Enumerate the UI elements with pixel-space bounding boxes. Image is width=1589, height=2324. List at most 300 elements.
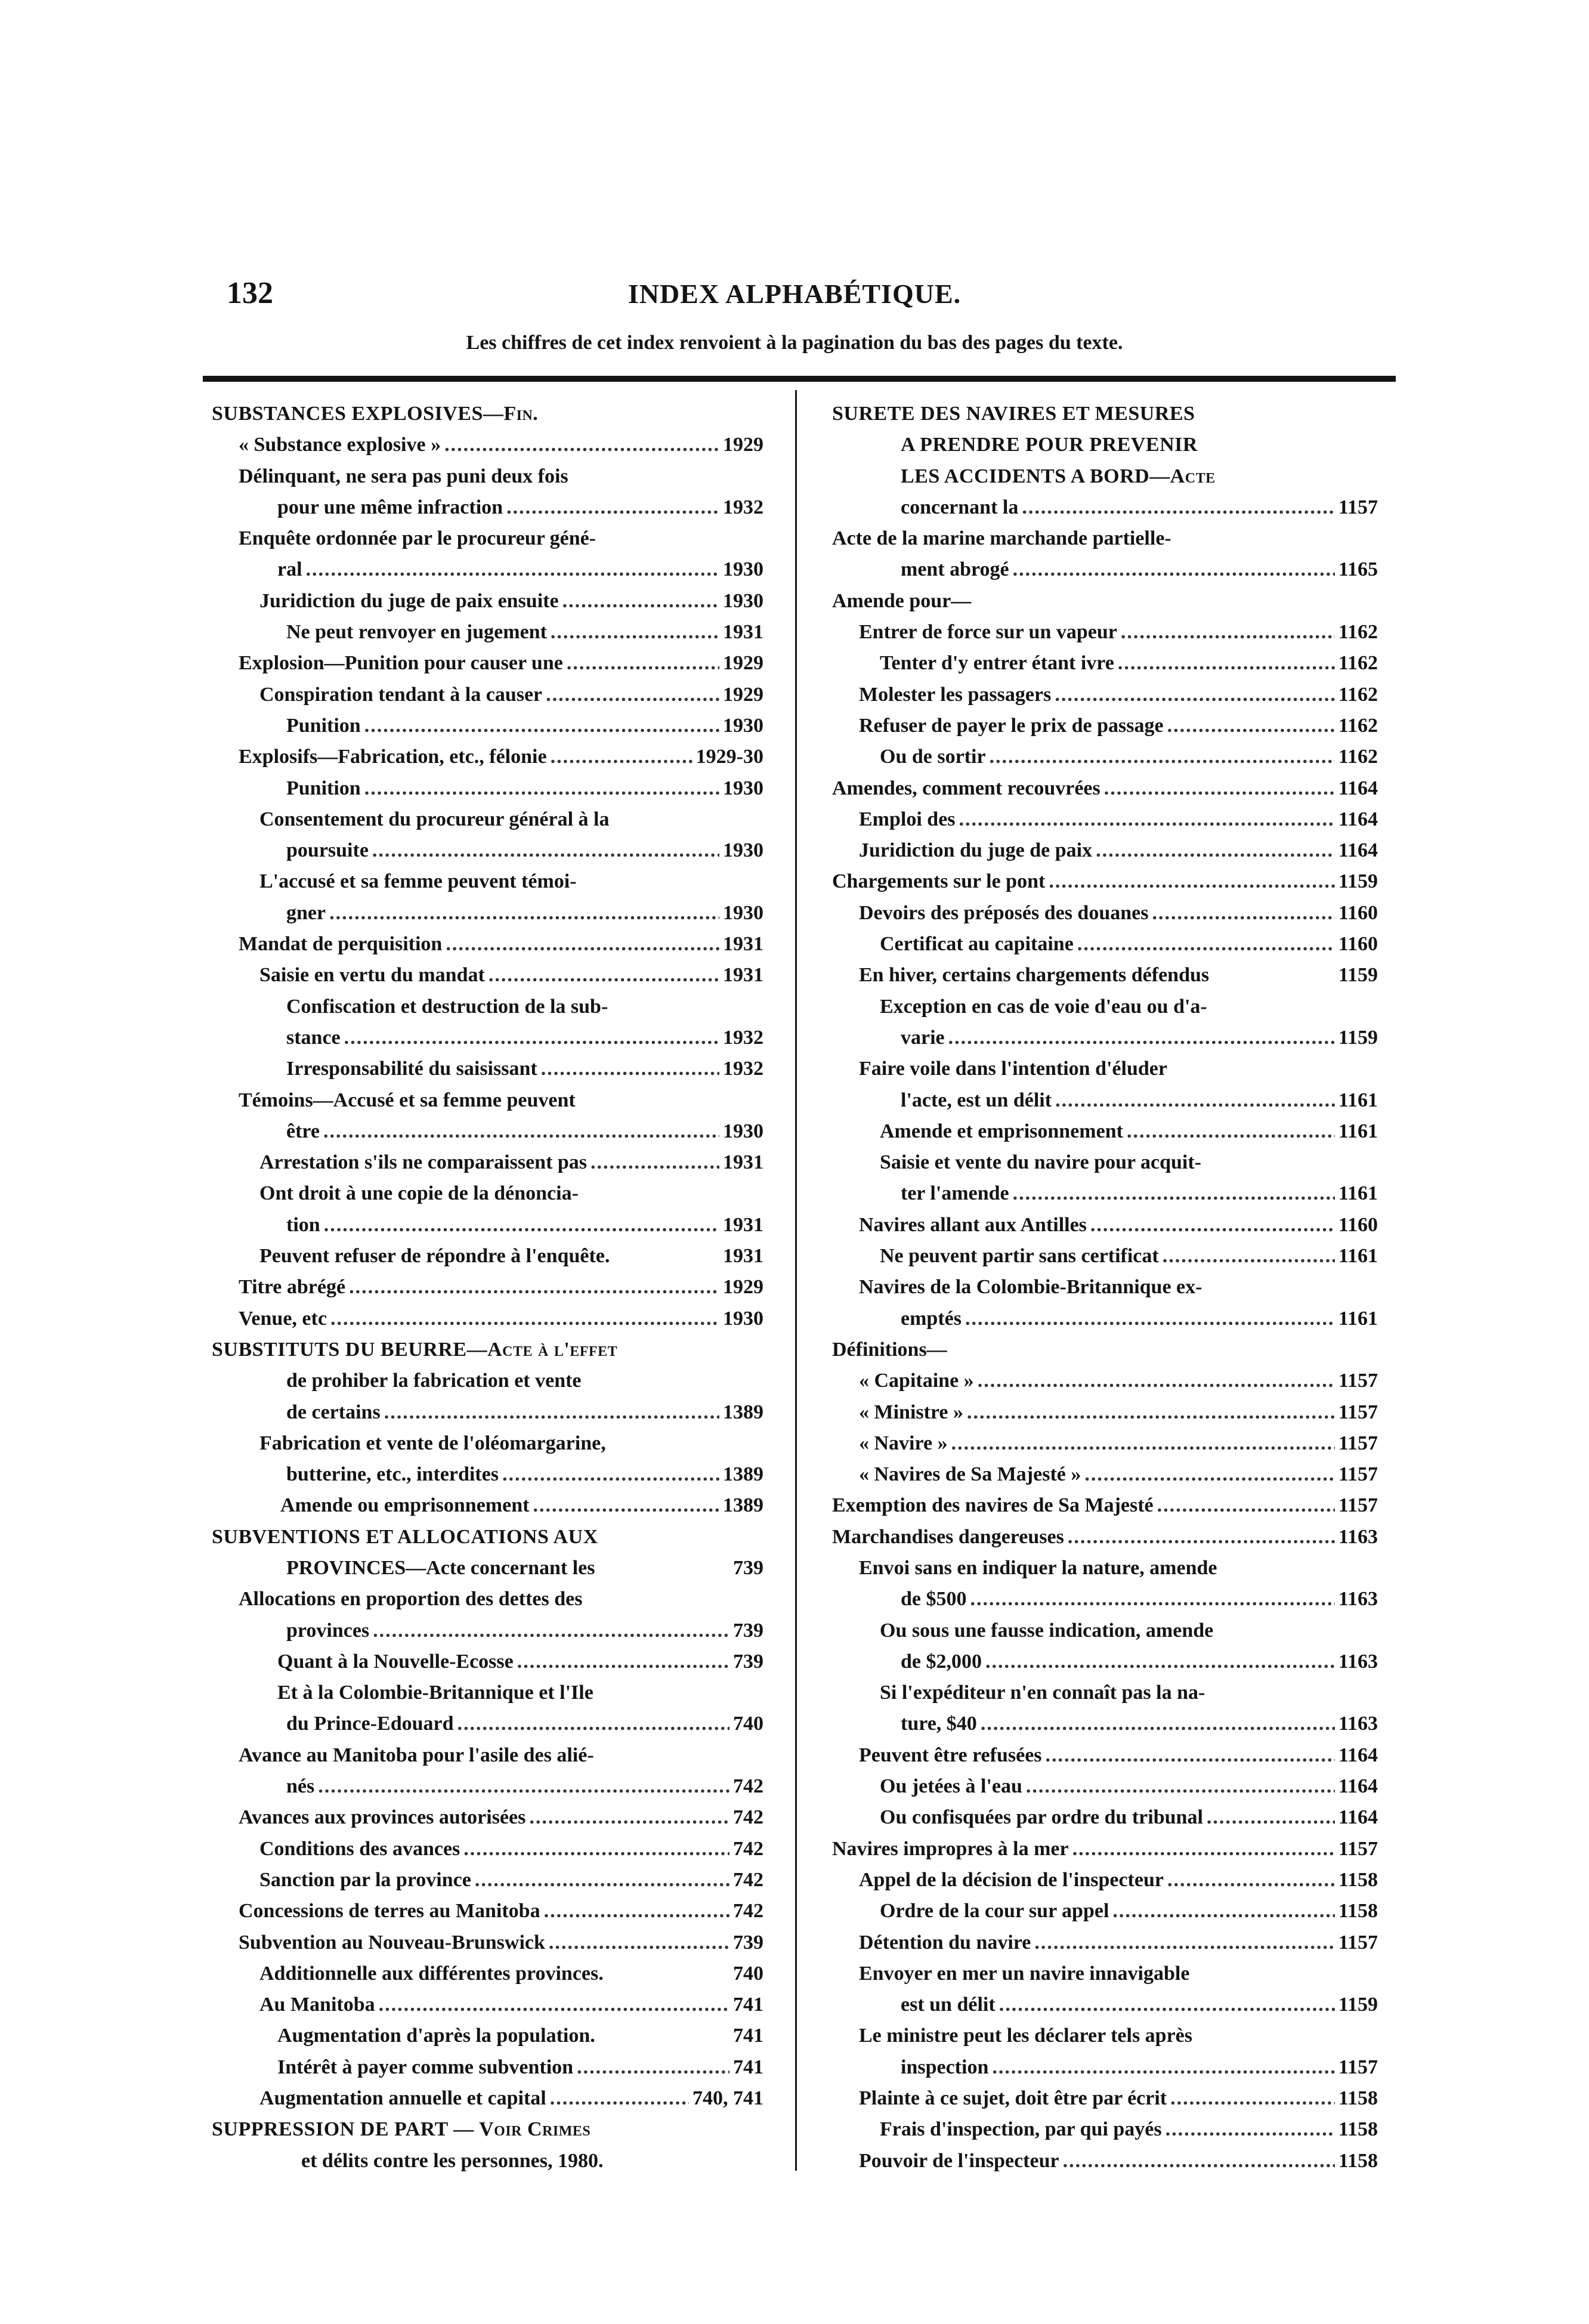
entry-text: Confiscation et destruction de la sub- (286, 995, 608, 1018)
entry-text: Ont droit à une copie de la dénoncia- (259, 1182, 579, 1205)
entry-text: Mandat de perquisition (239, 933, 443, 956)
entry-page-ref: 1931 (723, 621, 763, 644)
dot-leader (364, 710, 719, 741)
index-entry (212, 1334, 763, 1365)
index-entry (832, 960, 1378, 991)
dot-leader (330, 1303, 719, 1334)
index-entry (212, 492, 763, 523)
entry-text: ment abrogé (901, 558, 1009, 581)
index-entry (832, 866, 1378, 897)
dot-leader (551, 617, 719, 648)
index-entry (832, 1428, 1378, 1459)
dot-leader (959, 804, 1335, 835)
entry-page-ref: 1389 (723, 1494, 763, 1517)
entry-page-ref: 1161 (1338, 1245, 1378, 1268)
entry-page-ref: 1165 (1338, 558, 1378, 581)
entry-page-ref: 1164 (1338, 1744, 1378, 1766)
dot-leader (323, 1116, 719, 1147)
entry-text: Marchandises dangereuses (832, 1525, 1064, 1548)
entry-text: Navires impropres à la mer (832, 1837, 1069, 1860)
index-entry (212, 1740, 763, 1771)
entry-page-ref: 1157 (1338, 1432, 1378, 1454)
entry-page-ref: 1931 (723, 1245, 763, 1268)
index-entry (212, 1490, 763, 1521)
dot-leader (551, 741, 693, 772)
entry-text: Consentement du procureur général à la (259, 808, 610, 830)
index-entry (832, 617, 1378, 648)
entry-text: Concessions de terres au Manitoba (239, 1900, 540, 1923)
dot-leader (379, 1989, 729, 2020)
entry-page-ref: 1160 (1338, 1213, 1378, 1236)
entry-page-ref: 1157 (1338, 1837, 1378, 1860)
entry-text: Explosifs—Fabrication, etc., félonie (239, 746, 547, 768)
entry-text: et délits contre les personnes, 1980. (301, 2149, 604, 2172)
dot-leader (1046, 1740, 1335, 1771)
entry-text: varie (901, 1026, 945, 1049)
index-entry (212, 960, 763, 991)
dot-leader (1167, 1865, 1335, 1896)
running-title: INDEX ALPHABÉTIQUE. (627, 279, 962, 309)
index-entry (212, 866, 763, 897)
index-entry (832, 1490, 1378, 1521)
entry-page-ref: 1163 (1338, 1650, 1378, 1673)
index-entry (212, 648, 763, 679)
entry-page-ref: 740 (733, 1962, 763, 1985)
index-entry (212, 741, 763, 772)
entry-text: Additionnelle aux différentes provinces. (259, 1962, 604, 1985)
dot-leader (457, 1708, 729, 1739)
dot-leader (533, 1490, 719, 1521)
entry-text: Punition (286, 714, 361, 737)
entry-page-ref: 1929-30 (695, 746, 763, 768)
entry-text: SUPPRESSION DE PART — Voir Crimes (212, 2118, 591, 2141)
entry-text: de certains (286, 1401, 381, 1423)
index-entry (832, 1085, 1378, 1116)
entry-text: Détention du navire (859, 1931, 1031, 1954)
dot-leader (951, 1428, 1335, 1459)
entry-text: Ne peuvent partir sans certificat (880, 1245, 1159, 1268)
index-entry (212, 554, 763, 585)
entry-page-ref: 740, 741 (693, 2087, 763, 2110)
index-entry (212, 1553, 763, 1584)
entry-text: Augmentation d'après la population. (277, 2025, 595, 2047)
entry-text: Irresponsabilité du saisissant (286, 1058, 537, 1080)
entry-text: Venue, etc (239, 1307, 327, 1330)
index-entry (212, 2052, 763, 2083)
entry-page-ref: 1929 (723, 652, 763, 675)
entry-page-ref: 1932 (723, 1026, 763, 1049)
index-entry (212, 1365, 763, 1396)
index-entry (832, 1397, 1378, 1428)
dot-leader (549, 1927, 729, 1958)
entry-page-ref: 1162 (1338, 714, 1378, 737)
index-entry (832, 554, 1378, 585)
dot-leader (1170, 2083, 1335, 2114)
index-entry (832, 1927, 1378, 1958)
entry-text: est un délit (901, 1994, 996, 2016)
dot-leader (372, 835, 719, 866)
index-entry (212, 1771, 763, 1802)
entry-page-ref: 1931 (723, 933, 763, 956)
entry-page-ref: 1161 (1338, 1307, 1378, 1330)
entry-text: Si l'expéditeur n'en connaît pas la na- (880, 1682, 1205, 1704)
entry-page-ref: 1930 (723, 714, 763, 737)
entry-text: Enquête ordonnée par le procureur géné- (239, 527, 596, 550)
entry-text: SUBSTITUTS DU BEURRE—Acte à l'effet (212, 1338, 618, 1361)
index-entry (832, 1210, 1378, 1241)
entry-text: Juridiction du juge de paix ensuite (259, 589, 559, 612)
index-entry (832, 1989, 1378, 2020)
entry-text: Saisie et vente du navire pour acquit- (880, 1151, 1201, 1174)
dot-leader (1207, 1802, 1335, 1833)
entry-text: ter l'amende (901, 1182, 1009, 1205)
index-entry (832, 1740, 1378, 1771)
index-entry (212, 1708, 763, 1739)
entry-page-ref: 1162 (1338, 621, 1378, 644)
dot-leader (965, 1303, 1335, 1334)
entry-page-ref: 1160 (1338, 933, 1378, 956)
entry-text: Amende pour— (832, 589, 972, 612)
entry-page-ref: 1930 (723, 558, 763, 581)
dot-leader (324, 1210, 719, 1241)
dot-leader (990, 741, 1335, 772)
entry-text: poursuite (286, 839, 369, 862)
dot-leader (475, 1865, 729, 1896)
entry-page-ref: 1164 (1338, 1775, 1378, 1798)
entry-page-ref: 1161 (1338, 1089, 1378, 1111)
dot-leader (364, 773, 719, 804)
entry-page-ref: 1159 (1338, 1026, 1378, 1049)
entry-page-ref: 1158 (1338, 1868, 1378, 1891)
dot-leader (489, 960, 719, 991)
index-entry (832, 835, 1378, 866)
dot-leader (1096, 835, 1335, 866)
index-entry (832, 492, 1378, 523)
entry-text: Molester les passagers (859, 683, 1052, 706)
entry-page-ref: 1930 (723, 1120, 763, 1142)
index-entry (832, 1365, 1378, 1396)
entry-text: Peuvent être refusées (859, 1744, 1042, 1766)
dot-leader (562, 586, 719, 617)
index-entry (212, 929, 763, 960)
index-entry (832, 1708, 1378, 1739)
dot-leader (444, 429, 719, 461)
dot-leader (1163, 1241, 1335, 1272)
dot-leader (1121, 617, 1335, 648)
entry-text: A PRENDRE POUR PREVENIR (901, 434, 1198, 456)
index-entry (832, 2114, 1378, 2145)
index-entry (212, 1303, 763, 1334)
entry-text: Quant à la Nouvelle-Ecosse (277, 1650, 514, 1673)
index-entry (832, 710, 1378, 741)
dot-leader (318, 1771, 729, 1802)
dot-leader (544, 1896, 729, 1927)
index-entry (832, 398, 1378, 429)
entry-page-ref: 742 (733, 1900, 763, 1923)
index-entry (212, 679, 763, 710)
entry-page-ref: 740 (733, 1713, 763, 1735)
entry-page-ref: 1157 (1338, 1401, 1378, 1423)
entry-text: stance (286, 1026, 341, 1049)
index-entry (212, 398, 763, 429)
entry-page-ref: 741 (733, 2025, 763, 2047)
dot-leader (384, 1397, 719, 1428)
entry-text: Allocations en proportion des dettes des (239, 1588, 583, 1611)
entry-text: Navires de la Colombie-Britannique ex- (859, 1276, 1202, 1299)
page-number: 132 (227, 276, 273, 310)
entry-page-ref: 1158 (1338, 2118, 1378, 2141)
index-entry (212, 1896, 763, 1927)
index-entry (212, 710, 763, 741)
index-entry (212, 586, 763, 617)
entry-text: Devoirs des préposés des douanes (859, 901, 1149, 924)
dot-leader (1013, 554, 1335, 585)
right-column (832, 398, 1378, 2177)
entry-page-ref: 1162 (1338, 746, 1378, 768)
index-entry (212, 991, 763, 1022)
entry-text: Saisie en vertu du mandat (259, 964, 485, 987)
entry-text: Envoi sans en indiquer la nature, amende (859, 1556, 1217, 1579)
index-entry (212, 773, 763, 804)
index-entry (832, 1771, 1378, 1802)
dot-leader (1127, 1116, 1335, 1147)
dot-leader (529, 1802, 729, 1833)
entry-text: LES ACCIDENTS A BORD—Acte (901, 465, 1216, 487)
index-entry (832, 1334, 1378, 1365)
entry-page-ref: 739 (733, 1650, 763, 1673)
entry-text: Punition (286, 777, 361, 799)
entry-page-ref: 1931 (723, 1213, 763, 1236)
entry-page-ref: 1161 (1338, 1120, 1378, 1142)
entry-page-ref: 1162 (1338, 683, 1378, 706)
index-entry (212, 1958, 763, 1989)
dot-leader (463, 1834, 729, 1865)
index-entry (832, 1053, 1378, 1084)
index-entry (832, 461, 1378, 492)
entry-page-ref: 1929 (723, 683, 763, 706)
index-entry (212, 1178, 763, 1209)
dot-leader (1013, 1178, 1335, 1209)
entry-text: Amendes, comment recouvrées (832, 777, 1100, 799)
entry-text: ture, $40 (901, 1713, 977, 1735)
index-entry (832, 1834, 1378, 1865)
dot-leader (506, 492, 719, 523)
entry-text: Amende et emprisonnement (880, 1120, 1123, 1142)
index-entry (212, 1584, 763, 1615)
index-entry (832, 1646, 1378, 1677)
entry-page-ref: 1157 (1338, 1370, 1378, 1392)
dot-leader (948, 1022, 1335, 1053)
entry-text: Peuvent refuser de répondre à l'enquête. (259, 1245, 610, 1268)
dot-leader (970, 1584, 1335, 1615)
index-entry (832, 1272, 1378, 1303)
entry-page-ref: 1162 (1338, 652, 1378, 675)
entry-text: Amende ou emprisonnement (280, 1494, 530, 1517)
column-divider (795, 390, 797, 2171)
entry-page-ref: 1159 (1338, 870, 1378, 893)
entry-text: Exception en cas de voie d'eau ou d'a- (880, 995, 1207, 1018)
entry-text: Chargements sur le pont (832, 870, 1046, 893)
index-entry (832, 1303, 1378, 1334)
index-entry (832, 679, 1378, 710)
header-rule (203, 376, 1396, 382)
entry-text: Et à la Colombie-Britannique et l'Ile (277, 1682, 593, 1704)
index-entry (832, 2052, 1378, 2083)
dot-leader (577, 2052, 729, 2083)
index-entry (212, 429, 763, 461)
entry-page-ref: 1157 (1338, 496, 1378, 518)
index-entry (832, 1615, 1378, 1646)
dot-leader (1112, 1896, 1334, 1927)
entry-text: Navires allant aux Antilles (859, 1213, 1087, 1236)
entry-text: Ordre de la cour sur appel (880, 1900, 1109, 1923)
index-entry (212, 523, 763, 554)
entry-text: Titre abrégé (239, 1276, 346, 1299)
entry-text: SUBSTANCES EXPLOSIVES—Fin. (212, 403, 539, 425)
dot-leader (1055, 679, 1335, 710)
index-entry (212, 1116, 763, 1147)
entry-page-ref: 739 (733, 1931, 763, 1954)
index-entry (832, 1147, 1378, 1178)
index-entry (832, 1677, 1378, 1708)
entry-text: inspection (901, 2056, 989, 2078)
entry-text: Refuser de payer le prix de passage (859, 714, 1164, 737)
index-entry (212, 1834, 763, 1865)
dot-leader (306, 554, 719, 585)
entry-page-ref: 1164 (1338, 808, 1378, 830)
index-entry (212, 617, 763, 648)
entry-page-ref: 742 (733, 1806, 763, 1829)
index-entry (832, 1802, 1378, 1833)
index-entry (832, 2146, 1378, 2177)
index-entry (212, 2083, 763, 2114)
dot-leader (546, 679, 719, 710)
dot-leader (1104, 773, 1335, 804)
index-entry (212, 1210, 763, 1241)
entry-text: Intérêt à payer comme subvention (277, 2056, 574, 2078)
index-entry (832, 1958, 1378, 1989)
entry-text: nés (286, 1775, 315, 1798)
index-entry (832, 1022, 1378, 1053)
entry-page-ref: 1164 (1338, 1806, 1378, 1829)
entry-text: Plainte à ce sujet, doit être par écrit (859, 2087, 1167, 2110)
entry-text: Pouvoir de l'inspecteur (859, 2149, 1059, 2172)
entry-text: Subvention au Nouveau-Brunswick (239, 1931, 545, 1954)
index-entry (832, 2020, 1378, 2051)
index-entry (832, 1865, 1378, 1896)
entry-page-ref: 1932 (723, 1058, 763, 1080)
entry-text: Entrer de force sur un vapeur (859, 621, 1117, 644)
entry-page-ref: 742 (733, 1837, 763, 1860)
entry-page-ref: 1160 (1338, 901, 1378, 924)
entry-text: Emploi des (859, 808, 956, 830)
index-entry (212, 1865, 763, 1896)
index-entry (832, 648, 1378, 679)
entry-page-ref: 1161 (1338, 1182, 1378, 1205)
entry-page-ref: 1158 (1338, 2087, 1378, 2110)
index-entry (212, 804, 763, 835)
entry-page-ref: 1930 (723, 839, 763, 862)
index-entry (212, 1428, 763, 1459)
index-entry (832, 991, 1378, 1022)
index-entry (832, 1178, 1378, 1209)
entry-text: Avances aux provinces autorisées (239, 1806, 526, 1829)
dot-leader (349, 1272, 719, 1303)
entry-page-ref: 1930 (723, 589, 763, 612)
index-entry (212, 898, 763, 929)
entry-text: de prohiber la fabrication et vente (286, 1370, 582, 1392)
entry-text: tion (286, 1213, 320, 1236)
index-entry (212, 1022, 763, 1053)
entry-page-ref: 741 (733, 2056, 763, 2078)
dot-leader (1072, 1834, 1335, 1865)
entry-text: Ne peut renvoyer en jugement (286, 621, 547, 644)
entry-text: Sanction par la province (259, 1868, 471, 1891)
entry-text: Explosion—Punition pour causer une (239, 652, 563, 675)
index-entry (212, 1927, 763, 1958)
dot-leader (446, 929, 719, 960)
entry-text: de $2,000 (901, 1650, 982, 1673)
entry-page-ref: 1929 (723, 1276, 763, 1299)
entry-page-ref: 1932 (723, 496, 763, 518)
index-entry (212, 835, 763, 866)
entry-text: Envoyer en mer un navire innavigable (859, 1962, 1190, 1985)
index-entry (212, 1241, 763, 1272)
index-entry (212, 1677, 763, 1708)
index-entry (832, 1459, 1378, 1490)
dot-leader (1077, 929, 1335, 960)
entry-page-ref: 1164 (1338, 777, 1378, 799)
index-entry (832, 586, 1378, 617)
entry-text: du Prince-Edouard (286, 1713, 454, 1735)
dot-leader (344, 1022, 719, 1053)
entry-text: SUBVENTIONS ET ALLOCATIONS AUX (212, 1525, 598, 1548)
dot-leader (567, 648, 719, 679)
index-entry (212, 1459, 763, 1490)
entry-text: Exemption des navires de Sa Majesté (832, 1494, 1154, 1517)
dot-leader (1157, 1490, 1335, 1521)
dot-leader (550, 2083, 689, 2114)
index-entry (212, 1522, 763, 1553)
entry-page-ref: 1163 (1338, 1588, 1378, 1611)
entry-text: L'accusé et sa femme peuvent témoi- (259, 870, 577, 893)
entry-text: « Ministre » (859, 1401, 964, 1423)
dot-leader (1026, 1771, 1335, 1802)
entry-text: Juridiction du juge de paix (859, 839, 1093, 862)
index-entry (212, 1615, 763, 1646)
entry-text: Ou sous une fausse indication, amende (880, 1619, 1214, 1642)
index-entry (832, 1896, 1378, 1927)
dot-leader (1090, 1210, 1335, 1241)
entry-text: « Navire » (859, 1432, 948, 1454)
dot-leader (1055, 1085, 1335, 1116)
index-entry (832, 741, 1378, 772)
dot-leader (541, 1053, 719, 1084)
entry-page-ref: 742 (733, 1775, 763, 1798)
dot-leader (981, 1708, 1335, 1739)
entry-text: Au Manitoba (259, 1994, 375, 2016)
entry-page-ref: 1164 (1338, 839, 1378, 862)
entry-text: Arrestation s'ils ne comparaissent pas (259, 1151, 588, 1174)
entry-page-ref: 1158 (1338, 1900, 1378, 1923)
entry-page-ref: 1157 (1338, 1494, 1378, 1517)
entry-text: être (286, 1120, 320, 1142)
entry-page-ref: 1157 (1338, 2056, 1378, 2078)
entry-text: ral (277, 558, 302, 581)
entry-text: Avance au Manitoba pour l'asile des alié- (239, 1744, 594, 1766)
entry-text: Délinquant, ne sera pas puni deux fois (239, 465, 568, 487)
entry-text: « Substance explosive » (239, 434, 441, 456)
